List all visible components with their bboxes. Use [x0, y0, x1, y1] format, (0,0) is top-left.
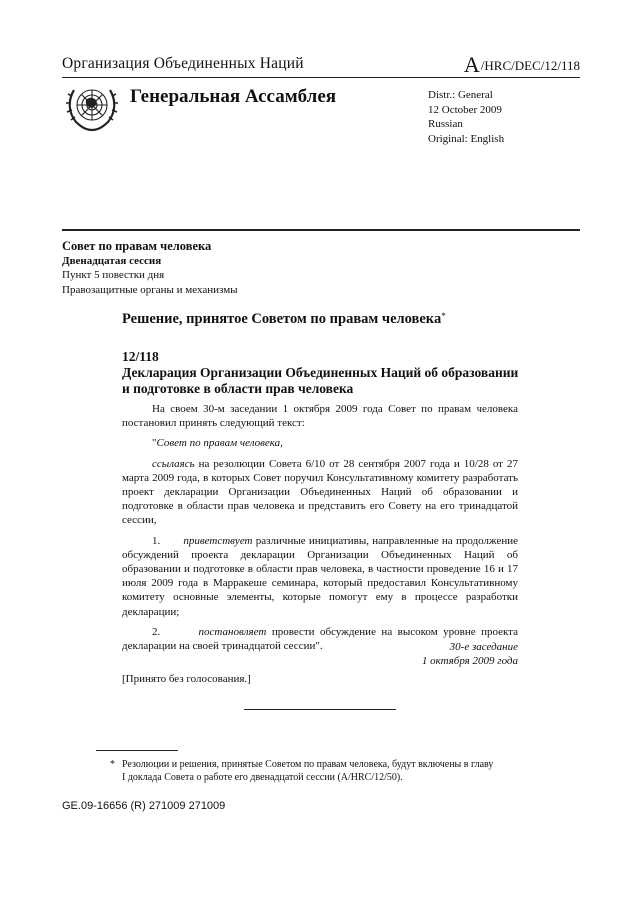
document-symbol — [464, 52, 580, 78]
header-rule — [62, 77, 580, 78]
p2-text: провести обсуждение на высоком уровне проекта декларации на своей тринадцатой сессии". — [122, 625, 518, 653]
agenda-item: Пункт 5 повестки дня — [62, 269, 165, 281]
distribution: Distr.: General — [428, 89, 493, 101]
decision-title-text: Решение, принятое Советом по правам человека — [122, 311, 442, 327]
issue-date: 12 October 2009 — [428, 103, 502, 116]
intro-paragraph: На своем 30-м заседании 1 октября 2009 года Совет по правам человека постановил принять следующий текст: — [122, 403, 518, 430]
meeting-signature — [370, 640, 518, 668]
decision-heading — [122, 349, 522, 397]
language: Russian — [428, 118, 463, 130]
recalling-text: на резолюции Совета 6/10 от 28 сентября 2007 года и 10/28 от 27 марта 2009 года, в которых Совет поручил Консультативному комитету разработать проект декларации Организации Объединенных Наций об образовании и подготовке в области прав человека и представить его Совету на его тринадцатой сессии, — [122, 457, 518, 527]
operative-paragraph-1 — [122, 534, 518, 619]
assembly-title: Генеральная Ассамблея — [130, 86, 337, 107]
distribution-block — [428, 88, 504, 146]
p1-number: 1. — [152, 534, 161, 547]
council-preamble — [122, 436, 518, 450]
decision-subject: Декларация Организации Объединенных Наций об образовании и подготовке в области прав человека — [122, 365, 519, 396]
un-emblem-icon — [64, 80, 120, 132]
original-language: Original: English — [428, 132, 505, 145]
p1-text: различные инициативы, направленные на продолжение обсуждений проекта декларации Организации Объединенных Наций об образовании и подготовке в области прав человека, в частности проведение 16 и 17 июля 2009 года в Марракеше семинара, который предоставил Консультативному комитету основные элементы, которые помогут ему в процессе разработки декларации; — [122, 534, 518, 618]
footnote-mark: * — [110, 759, 115, 770]
recalling-word: ссылаясь — [152, 457, 195, 470]
document-number: GE.09-16656 (R) 271009 271009 — [62, 800, 226, 812]
section-rule — [62, 229, 580, 231]
decision-number: 12/118 — [122, 349, 159, 364]
decision-body — [122, 402, 518, 659]
footnote — [96, 758, 496, 784]
p2-number: 2. — [152, 625, 161, 638]
agenda-topic: Правозащитные органы и механизмы — [62, 283, 238, 296]
footnote-text: Резолюции и решения, принятые Советом по правам человека, будут включены в главу I доклада Совета о работе его двенадцатой сессии (A/HRC/12/50). — [122, 759, 494, 783]
recalling-paragraph — [122, 457, 518, 528]
council-italic: Совет по правам человека, — [156, 437, 283, 450]
organization-name: Организация Объединенных Наций — [62, 55, 304, 72]
end-rule — [244, 709, 396, 710]
session: Двенадцатая сессия — [62, 254, 162, 267]
footnote-rule — [96, 750, 178, 751]
symbol-letter: A — [463, 52, 480, 77]
decision-title — [122, 311, 446, 328]
council-block — [62, 239, 238, 297]
quote-open: " — [152, 437, 157, 450]
meeting-date: 1 октября 2009 года — [421, 655, 518, 667]
p1-word: приветствует — [183, 534, 253, 547]
symbol-code: /HRC/DEC/12/118 — [480, 58, 580, 73]
meeting-number: 30-е заседание — [449, 641, 518, 653]
p2-word: постановляет — [198, 625, 267, 638]
footnote-ref[interactable]: * — [441, 311, 446, 321]
council-name: Совет по правам человека — [62, 239, 212, 253]
adoption-note: [Принято без голосования.] — [122, 673, 251, 685]
